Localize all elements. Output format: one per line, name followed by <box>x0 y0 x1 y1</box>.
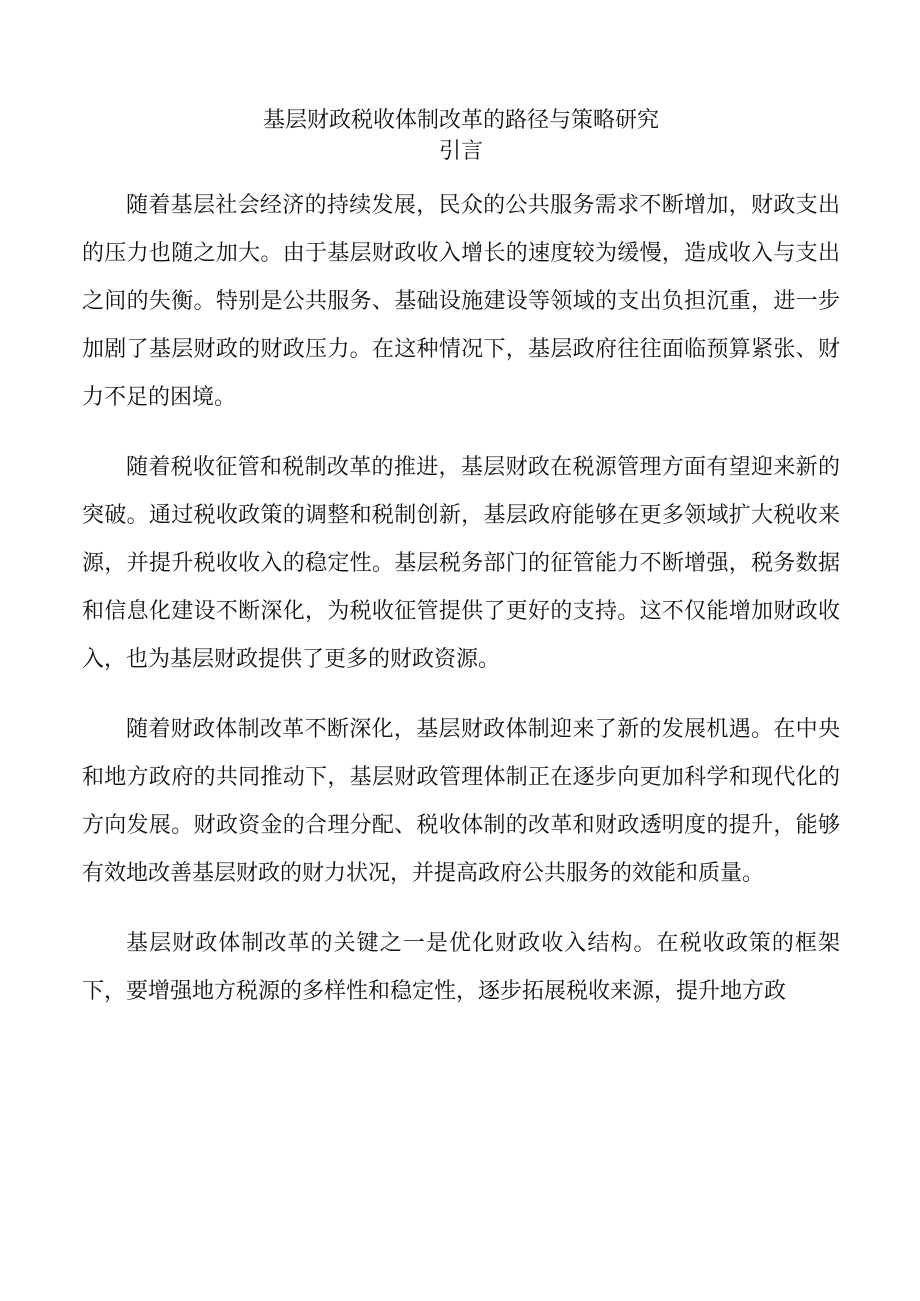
document-title: 基层财政税收体制改革的路径与策略研究 <box>262 108 659 133</box>
document-page <box>82 104 840 1038</box>
paragraph-2: 随着税收征管和税制改革的推进，基层财政在税源管理方面有望迎来新的突破。通过税收政策的调整和税制创新，基层政府能够在更多领域扩大税收来源，并提升税收收入的稳定性。基层税务部门的征管能力不断增强，税务数据和信息化建设不断深化，为税收征管提供了更好的支持。这不仅能增加财政收入，也为基层财政提供了更多的财政资源。 <box>82 455 840 672</box>
paragraph-4: 基层财政体制改革的关键之一是优化财政收入结构。在税收政策的框架下，要增强地方税源的多样性和稳定性，逐步拓展税收来源，提升地方政 <box>82 931 840 1004</box>
paragraph-3: 随着财政体制改革不断深化，基层财政体制迎来了新的发展机遇。在中央和地方政府的共同推动下，基层财政管理体制正在逐步向更加科学和现代化的方向发展。财政资金的合理分配、税收体制的改革和财政透明度的提升，能够有效地改善基层财政的财力状况，并提高政府公共服务的效能和质量。 <box>82 717 840 886</box>
paragraph-1: 随着基层社会经济的持续发展，民众的公共服务需求不断增加，财政支出的压力也随之加大。由于基层财政收入增长的速度较为缓慢，造成收入与支出之间的失衡。特别是公共服务、基础设施建设等领域的支出负担沉重，进一步加剧了基层财政的财政压力。在这种情况下，基层政府往往面临预算紧张、财力不足的困境。 <box>82 193 840 410</box>
section-heading: 引言 <box>438 139 483 164</box>
